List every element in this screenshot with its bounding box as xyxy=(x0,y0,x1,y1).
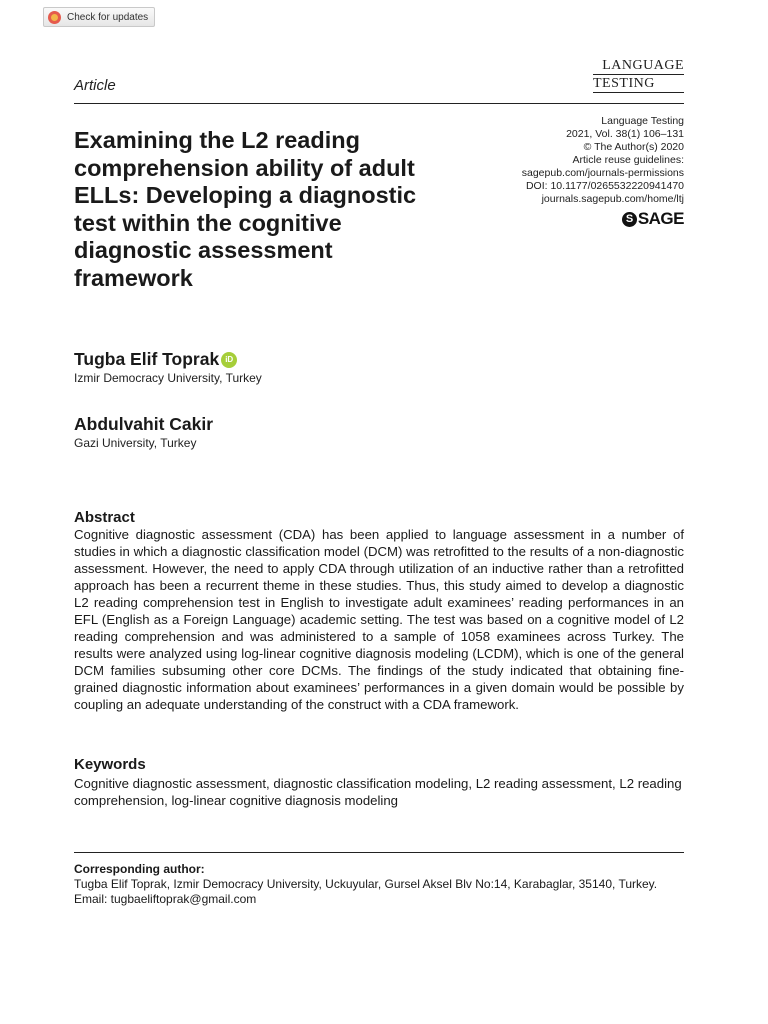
copyright: © The Author(s) 2020 xyxy=(583,141,684,153)
keywords-text: Cognitive diagnostic assessment, diagnostic classification modeling, L2 reading assessment, L2 reading comprehension, log-linear cognitive diagnosis modeling xyxy=(74,776,682,808)
footnote-divider xyxy=(74,852,684,853)
sage-wordmark: SAGE xyxy=(637,209,684,228)
check-for-updates-button[interactable] xyxy=(43,7,155,27)
corresponding-address: Tugba Elif Toprak, Izmir Democracy University, Uckuyular, Gursel Aksel Blv No:14, Karabaglar, 35140, Turkey. xyxy=(74,877,658,891)
journal-logo-line2: TESTING xyxy=(593,74,684,93)
corresponding-email[interactable]: Email: tugbaeliftoprak@gmail.com xyxy=(74,892,257,906)
volume-info: 2021, Vol. 38(1) 106–131 xyxy=(566,128,684,140)
journal-name: Language Testing xyxy=(601,115,684,127)
crossmark-icon xyxy=(48,11,61,24)
reuse-link[interactable]: sagepub.com/journals-permissions xyxy=(521,167,684,179)
journal-logo xyxy=(593,57,684,93)
article-metadata xyxy=(444,115,684,206)
author-2-affiliation: Gazi University, Turkey xyxy=(74,436,197,450)
sage-s-icon: S xyxy=(622,212,637,227)
author-1-name-text: Tugba Elif Toprak xyxy=(74,349,220,369)
check-for-updates-label: Check for updates xyxy=(67,11,149,23)
author-1-name xyxy=(74,349,237,370)
keywords-heading: Keywords xyxy=(74,756,146,773)
author-1-affiliation: Izmir Democracy University, Turkey xyxy=(74,371,262,385)
corresponding-heading: Corresponding author: xyxy=(74,862,205,876)
sage-logo xyxy=(622,209,684,229)
corresponding-author xyxy=(74,862,684,907)
header-divider xyxy=(74,103,684,104)
author-2-name: Abdulvahit Cakir xyxy=(74,414,214,434)
abstract-text: Cognitive diagnostic assessment (CDA) has been applied to language assessment in a number of studies in which a diagnostic classification model (DCM) was retrofitted to the results of a non-diagnostic assessment. However, the need to apply CDA through utilization of an inductive rather than a retrofitted approach has been a recurrent theme in these studies. Thus, this study aimed to develop a diagnostic L2 reading comprehension test in English to investigate adult examinees’ reading performances in an EFL (English as a Foreign Language) academic setting. The test was based on a cognitive model of L2 reading comprehension and was administered to a sample of 1058 examinees across Turkey. The results were analyzed using log-linear cognitive diagnosis modeling (LCDM), which is one of the general DCM families subsuming other core DCMs. The findings of the study indicated that obtaining fine-grained diagnostic information about examinees’ performances in a given domain would be possible by coupling an adequate understanding of the construct with a CDA framework. xyxy=(74,527,684,712)
orcid-icon[interactable]: iD xyxy=(221,352,237,368)
journal-home-link[interactable]: journals.sagepub.com/home/ltj xyxy=(541,193,684,205)
article-type-label: Article xyxy=(74,77,116,94)
journal-logo-line1: LANGUAGE xyxy=(602,58,684,73)
abstract-heading: Abstract xyxy=(74,509,135,526)
doi-link[interactable]: DOI: 10.1177/0265532220941470 xyxy=(525,180,684,192)
article-title: Examining the L2 reading comprehension ability of adult ELLs: Developing a diagnostic test within the cognitive diagnostic assessment framework xyxy=(74,127,417,291)
reuse-label: Article reuse guidelines: xyxy=(572,154,684,166)
